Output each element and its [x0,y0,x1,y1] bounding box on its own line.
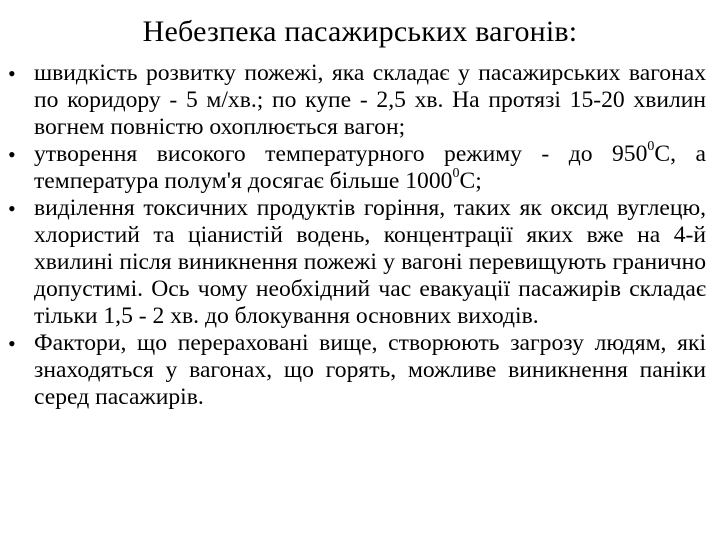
bullet-marker: • [8,61,16,86]
slide-title: Небезпека пасажирських вагонів: [142,15,578,48]
bullet-text-3: виділення токсичних продуктів горіння, таких як оксид вуглецю, хлористий та ціанистій водень, концентрації яких вже на 4-й хвилині після виникнення пожежі у вагоні перевищують гранично допустимі. Ось чому необхідний час евакуації пасажирів складає тільки 1,5 - 2 хв. до блокування основних виходів. [34,195,706,329]
bullet-item-1 [0,60,720,141]
bullet-text-4: Фактори, що перераховані вище, створюють загрозу людям, які знаходяться у вагонах, що горять, можливе виникнення паніки серед пасажирів. [34,330,706,410]
bullet-item-2 [0,141,720,195]
bullet-text-2 [34,141,706,195]
bullet-text-1: швидкість розвитку пожежі, яка складає у пасажирських вагонах по коридору - 5 м/хв.; по купе - 2,5 хв. На протязі 15-20 хвилин вогнем повністю охоплюється вагон; [34,60,706,140]
bullet-item-3 [0,195,720,330]
bullet-text-2-part2: С, а температура полум'я досягає більше 1000 [34,141,706,194]
degree-superscript: 0 [452,166,460,182]
bullet-list [0,60,720,411]
bullet-marker: • [8,142,16,167]
bullet-marker: • [8,196,16,221]
bullet-text-2-part3: С; [459,168,482,194]
bullet-item-4 [0,330,720,411]
degree-superscript: 0 [647,139,655,155]
bullet-marker: • [8,331,16,356]
bullet-text-2-part1: утворення високого температурного режиму - до 950 [34,141,648,167]
